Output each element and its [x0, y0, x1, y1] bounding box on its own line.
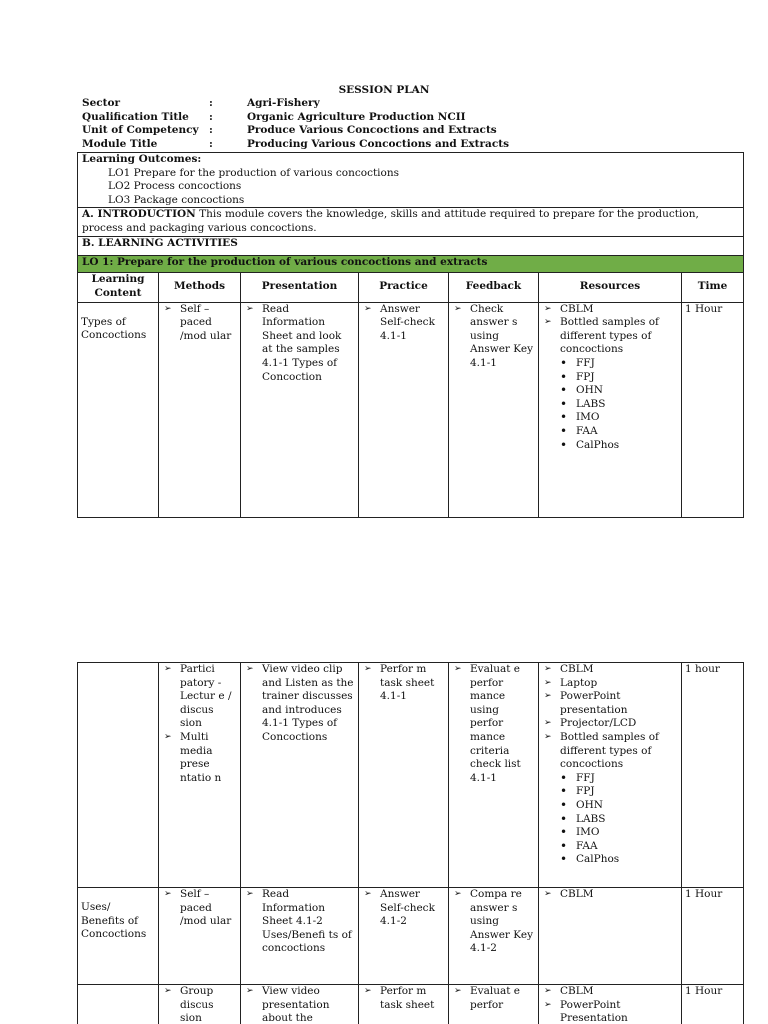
meta-row-qualification — [82, 111, 509, 125]
table-row — [78, 302, 744, 517]
resource-item: ➢ CBLM — [542, 663, 678, 677]
practice-item: ➢ Answer Self-check 4.1-1 — [362, 303, 445, 344]
meta-row-module — [82, 138, 509, 152]
document-title: SESSION PLAN — [338, 84, 430, 96]
presentation-cell — [241, 888, 359, 985]
feedback-item: ➢ Evaluat e perfor mance using perfor mance criteria check list 4.1-1 — [452, 663, 535, 785]
lo1-bar-row — [78, 255, 744, 272]
lo1-bar: LO 1: Prepare for the production of various concoctions and extracts — [78, 255, 744, 272]
learning-activities-heading: B. LEARNING ACTIVITIES — [78, 236, 744, 255]
practice-cell — [359, 888, 449, 985]
learning-outcomes-row — [78, 153, 744, 208]
feedback-item: ➢ Check answer s using Answer Key 4.1-1 — [452, 303, 535, 371]
meta-key: Unit of Competency — [82, 124, 199, 137]
practice-cell — [359, 663, 449, 888]
time-cell: 1 hour — [682, 663, 744, 888]
methods-item: ➢ Partici patory - Lectur e / discus sion — [162, 663, 237, 731]
concoction-type-item: • FFJ — [542, 772, 678, 786]
resource-item: ➢ CBLM — [542, 985, 678, 999]
introduction-cell — [78, 208, 744, 236]
learning-outcomes-cell — [78, 153, 744, 208]
meta-key: Sector — [82, 97, 121, 109]
meta-key: Module Title — [82, 137, 158, 150]
resources-cell — [539, 663, 682, 888]
feedback-item: ➢ Compa re answer s using Answer Key 4.1-2 — [452, 888, 535, 956]
meta-colon: : — [209, 110, 213, 123]
concoction-type-item: • CalPhos — [542, 439, 678, 453]
table-row — [78, 663, 744, 888]
learning-outcomes-heading: Learning Outcomes: — [82, 153, 202, 165]
feedback-cell — [449, 663, 539, 888]
methods-item: ➢ Self – paced /mod ular — [162, 303, 237, 344]
presentation-item: ➢ Read Information Sheet and look at the samples 4.1-1 Types of Concoction — [244, 303, 355, 385]
presentation-item: ➢ Read Information Sheet 4.1-2 Uses/Benefi ts of concoctions — [244, 888, 355, 956]
methods-cell — [159, 888, 241, 985]
resource-item: ➢ Bottled samples of different types of concoctions — [542, 731, 678, 772]
introduction-text: This module covers the knowledge, skills and attitude required to prepare for the production, process and packaging various concoctions. — [82, 208, 699, 234]
presentation-item: ➢ View video clip and Listen as the trainer discusses and introduces 4.1-1 Types of Concoctions — [244, 663, 355, 745]
methods-cell — [159, 302, 241, 517]
presentation-cell — [241, 302, 359, 517]
session-plan-table-continued — [77, 662, 744, 1024]
concoction-type-item: • LABS — [542, 813, 678, 827]
concoction-type-item: • FAA — [542, 840, 678, 854]
col-header-feedback: Feedback — [449, 272, 539, 302]
learning-content-cell — [78, 663, 159, 888]
meta-value: Agri-Fishery — [247, 97, 320, 109]
lo-item: LO1 Prepare for the production of various concoctions — [108, 166, 399, 179]
resources-cell — [539, 985, 682, 1024]
col-header-practice: Practice — [359, 272, 449, 302]
resource-item: ➢ CBLM — [542, 303, 678, 317]
practice-item: ➢ Answer Self-check 4.1-2 — [362, 888, 445, 929]
meta-row-unit — [82, 124, 509, 138]
col-header-learning-content: Learning Content — [78, 272, 159, 302]
feedback-cell — [449, 302, 539, 517]
resource-item: ➢ Bottled samples of different types of concoctions — [542, 316, 678, 357]
col-header-methods: Methods — [159, 272, 241, 302]
concoction-type-item: • FFJ — [542, 357, 678, 371]
learning-activities-row — [78, 236, 744, 255]
methods-item: ➢ Self – paced /mod ular — [162, 888, 237, 929]
learning-content-cell: Types of Concoctions — [78, 302, 159, 517]
resource-item: ➢ CBLM — [542, 888, 678, 902]
table-row — [78, 888, 744, 985]
resource-item: ➢ PowerPoint presentation — [542, 690, 678, 717]
concoction-type-item: • FPJ — [542, 371, 678, 385]
meta-colon: : — [209, 137, 213, 150]
resources-cell — [539, 302, 682, 517]
introduction-row — [78, 208, 744, 236]
methods-item: ➢ Multi media prese ntatio n — [162, 731, 237, 785]
time-cell: 1 Hour — [682, 888, 744, 985]
concoction-type-item: • OHN — [542, 799, 678, 813]
resources-cell — [539, 888, 682, 985]
introduction-heading: A. INTRODUCTION — [82, 208, 196, 221]
presentation-cell — [241, 985, 359, 1024]
meta-block — [82, 97, 509, 151]
presentation-item: ➢ View video presentation about the — [244, 985, 355, 1024]
meta-colon: : — [209, 97, 213, 109]
table-row — [78, 985, 744, 1024]
learning-content-cell: Uses/ Benefits of Concoctions — [78, 888, 159, 985]
concoction-type-item: • FAA — [542, 425, 678, 439]
feedback-cell — [449, 985, 539, 1024]
meta-key: Qualification Title — [82, 110, 189, 123]
feedback-item: ➢ Evaluat e perfor — [452, 985, 535, 1012]
methods-cell — [159, 663, 241, 888]
meta-value: Organic Agriculture Production NCII — [247, 110, 466, 123]
lo-item: LO2 Process concoctions — [108, 180, 242, 193]
time-cell: 1 Hour — [682, 302, 744, 517]
meta-value: Producing Various Concoctions and Extracts — [247, 137, 509, 150]
meta-row-sector — [82, 97, 509, 111]
feedback-cell — [449, 888, 539, 985]
practice-cell — [359, 302, 449, 517]
col-header-presentation: Presentation — [241, 272, 359, 302]
column-header-row — [78, 272, 744, 302]
learning-content-cell — [78, 985, 159, 1024]
concoction-type-item: • LABS — [542, 398, 678, 412]
concoction-type-item: • IMO — [542, 826, 678, 840]
lo-item: LO3 Package concoctions — [108, 193, 245, 206]
concoction-type-item: • FPJ — [542, 785, 678, 799]
session-plan-table — [77, 152, 744, 518]
methods-cell — [159, 985, 241, 1024]
meta-value: Produce Various Concoctions and Extracts — [247, 124, 497, 137]
resource-item: ➢ Laptop — [542, 677, 678, 691]
concoction-type-item: • OHN — [542, 384, 678, 398]
col-header-time: Time — [682, 272, 744, 302]
practice-item: ➢ Perfor m task sheet — [362, 985, 445, 1012]
resource-item: ➢ PowerPoint Presentation — [542, 999, 678, 1024]
concoction-type-item: • CalPhos — [542, 853, 678, 867]
methods-item: ➢ Group discus sion — [162, 985, 237, 1024]
practice-item: ➢ Perfor m task sheet 4.1-1 — [362, 663, 445, 704]
practice-cell — [359, 985, 449, 1024]
col-header-resources: Resources — [539, 272, 682, 302]
presentation-cell — [241, 663, 359, 888]
time-cell: 1 Hour — [682, 985, 744, 1024]
resource-item: ➢ Projector/LCD — [542, 717, 678, 731]
concoction-type-item: • IMO — [542, 411, 678, 425]
meta-colon: : — [209, 124, 213, 137]
